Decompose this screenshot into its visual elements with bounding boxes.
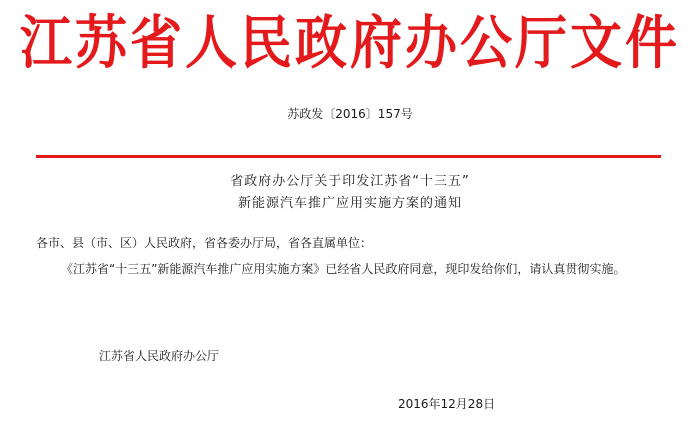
document-number: 苏政发〔2016〕157号 [287,107,413,121]
salutation: 各市、县（市、区）人民政府，省各委办厅局，省各直属单位： [36,236,373,250]
notice-title [0,171,700,215]
notice-title-line-1: 省政府办公厅关于印发江苏省“十三五” [230,174,470,189]
notice-title-line-2: 新能源汽车推广应用实施方案的通知 [237,196,462,211]
issue-date: 2016年12月28日 [398,397,496,411]
issuing-authority: 江苏省人民政府办公厅 [99,349,220,363]
body-paragraph: 《江苏省“十三五”新能源汽车推广应用实施方案》已经省人民政府同意，现印发给你们，请认真贯彻实施。 [61,262,626,276]
red-divider-line [36,155,661,158]
document-header-title: 江苏省人民政府办公厅文件 [19,10,680,77]
